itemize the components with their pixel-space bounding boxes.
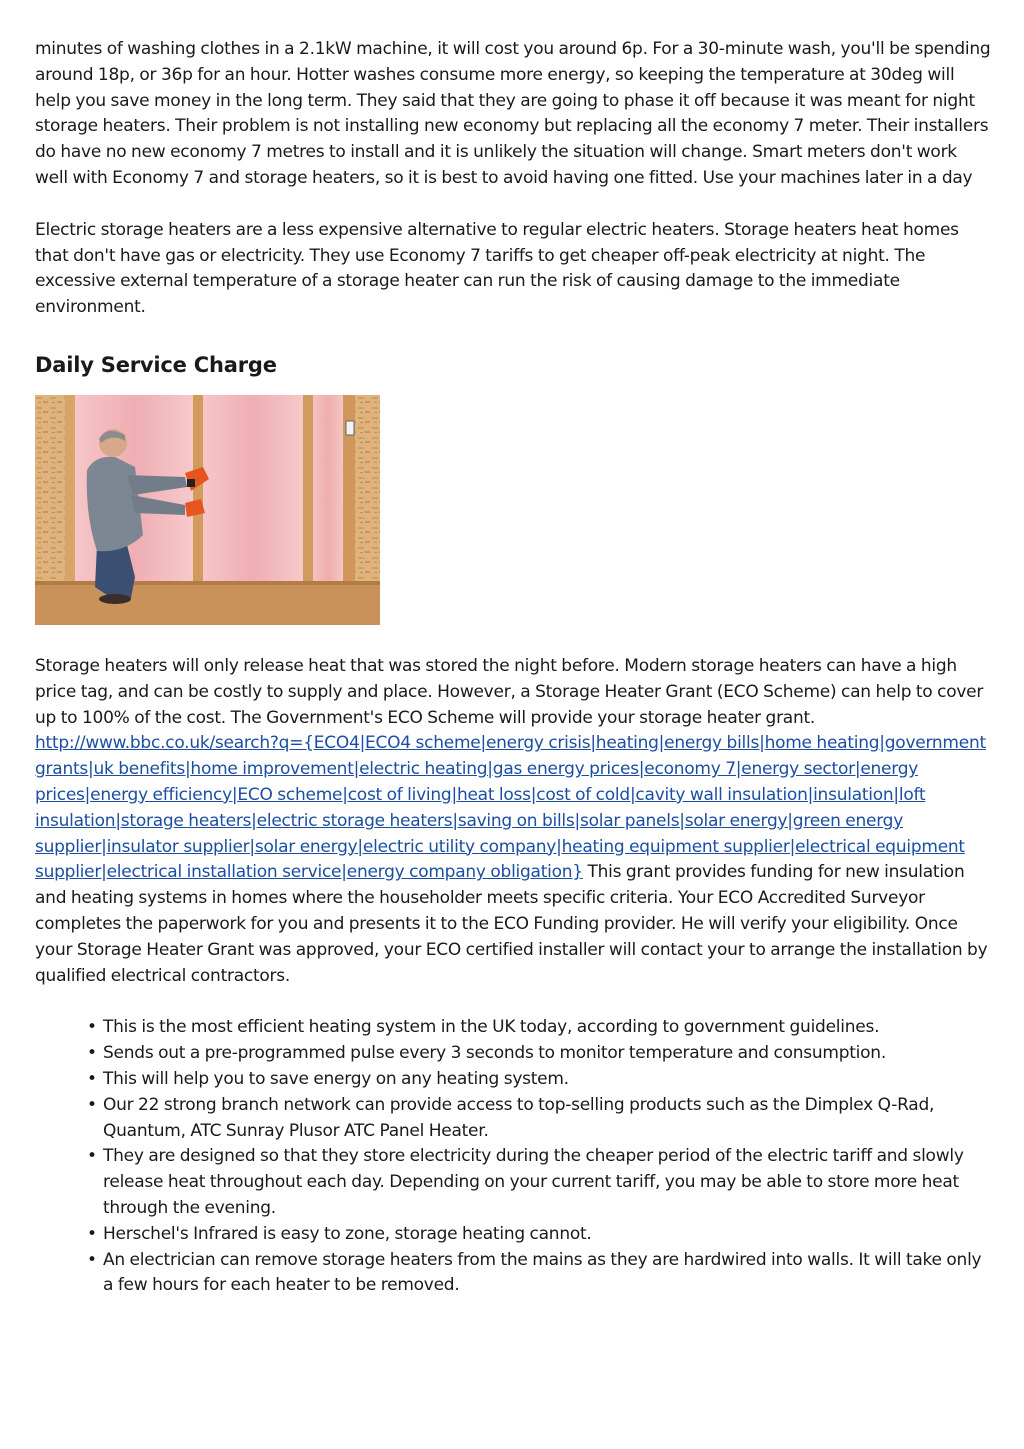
list-item-text: This will help you to save energy on any heating system. bbox=[103, 1068, 569, 1089]
grant-text-before-link: Storage heaters will only release heat that was stored the night before. Modern storage heaters can have a high price tag, and can be costly to supply and place. However, a Storage Heater Grant (ECO Scheme) can help to cover up to 100% of the cost. The Government's ECO Scheme will provide your storage heater grant. bbox=[35, 655, 984, 728]
list-item-text: Herschel's Infrared is easy to zone, storage heating cannot. bbox=[103, 1223, 592, 1244]
list-item-text: An electrician can remove storage heaters from the mains as they are hardwired into walls. It will take only a few hours for each heater to be removed. bbox=[103, 1249, 982, 1296]
bullet-icon: • bbox=[87, 1223, 97, 1244]
list-item bbox=[87, 1015, 993, 1041]
bullet-icon: • bbox=[87, 1017, 97, 1038]
insulation-photo bbox=[35, 395, 380, 625]
list-item-text: Sends out a pre-programmed pulse every 3 seconds to monitor temperature and consumption. bbox=[103, 1043, 886, 1064]
paragraph-storage-heater-grant bbox=[35, 654, 993, 989]
paragraph-washing-costs: minutes of washing clothes in a 2.1kW machine, it will cost you around 6p. For a 30-minute wash, you'll be spending around 18p, or 36p for an hour. Hotter washes consume more energy, so keeping the temperature at 30deg will help you save money in the long term. They said that they are going to phase it off because it was meant for night storage heaters. Their problem is not installing new economy but replacing all the economy 7 meter. Their installers do have no new economy 7 metres to install and it is unlikely the situation will change. Smart meters don't work well with Economy 7 and storage heaters, so it is best to avoid having one fitted. Use your machines later in a day bbox=[35, 39, 991, 188]
list-item bbox=[87, 1144, 993, 1221]
list-item-text: Our 22 strong branch network can provide access to top-selling products such as the Dimplex Q-Rad, Quantum, ATC Sunray Plusor ATC Panel Heater. bbox=[103, 1094, 935, 1141]
grant-text-after-link: This grant provides funding for new insulation and heating systems in homes where the householder meets specific criteria. Your ECO Accredited Surveyor completes the paperwork for you and presents it to the ECO Funding provider. He will verify your eligibility. Once your Storage Heater Grant was approved, your ECO certified installer will contact your to arrange the installation by qualified electrical contractors. bbox=[35, 862, 988, 986]
list-item-text: This is the most efficient heating system in the UK today, according to government guidelines. bbox=[103, 1017, 880, 1038]
bbc-search-link[interactable]: http://www.bbc.co.uk/search?q={ECO4|ECO4 scheme|energy crisis|heating|energy bills|home heating|government grants|uk benefits|home improvement|electric heating|gas energy prices|economy 7|energy sector|energy prices|energy efficiency|ECO scheme|cost of living|heat loss|cost of cold|cavity wall insulation|insulation|loft insulation|storage heaters|electric storage heaters|saving on bills|solar panels|solar energy|green energy supplier|insulator supplier|solar energy|electric utility company|heating equipment supplier|electrical equipment supplier|electrical installation service|energy company obligation} bbox=[35, 733, 986, 883]
article bbox=[35, 37, 993, 1299]
list-item-text: They are designed so that they store electricity during the cheaper period of the electric tariff and slowly release heat throughout each day. Depending on your current tariff, you may be able to store more heat through the evening. bbox=[103, 1146, 964, 1218]
bullet-icon: • bbox=[87, 1146, 97, 1167]
list-item bbox=[87, 1222, 993, 1248]
section-heading: Daily Service Charge bbox=[35, 352, 277, 377]
bullet-icon: • bbox=[87, 1249, 97, 1270]
list-item bbox=[87, 1248, 993, 1300]
list-item bbox=[87, 1041, 993, 1067]
bullet-icon: • bbox=[87, 1043, 97, 1064]
benefits-list bbox=[35, 1015, 993, 1299]
bullet-icon: • bbox=[87, 1068, 97, 1089]
bullet-icon: • bbox=[87, 1094, 97, 1115]
list-item bbox=[87, 1093, 993, 1145]
paragraph-storage-heaters-intro: Electric storage heaters are a less expensive alternative to regular electric heaters. Storage heaters heat homes that don't have gas or electricity. They use Economy 7 tariffs to get cheaper off-peak electricity at night. The excessive external temperature of a storage heater can run the risk of causing damage to the immediate environment. bbox=[35, 219, 959, 318]
list-item bbox=[87, 1067, 993, 1093]
